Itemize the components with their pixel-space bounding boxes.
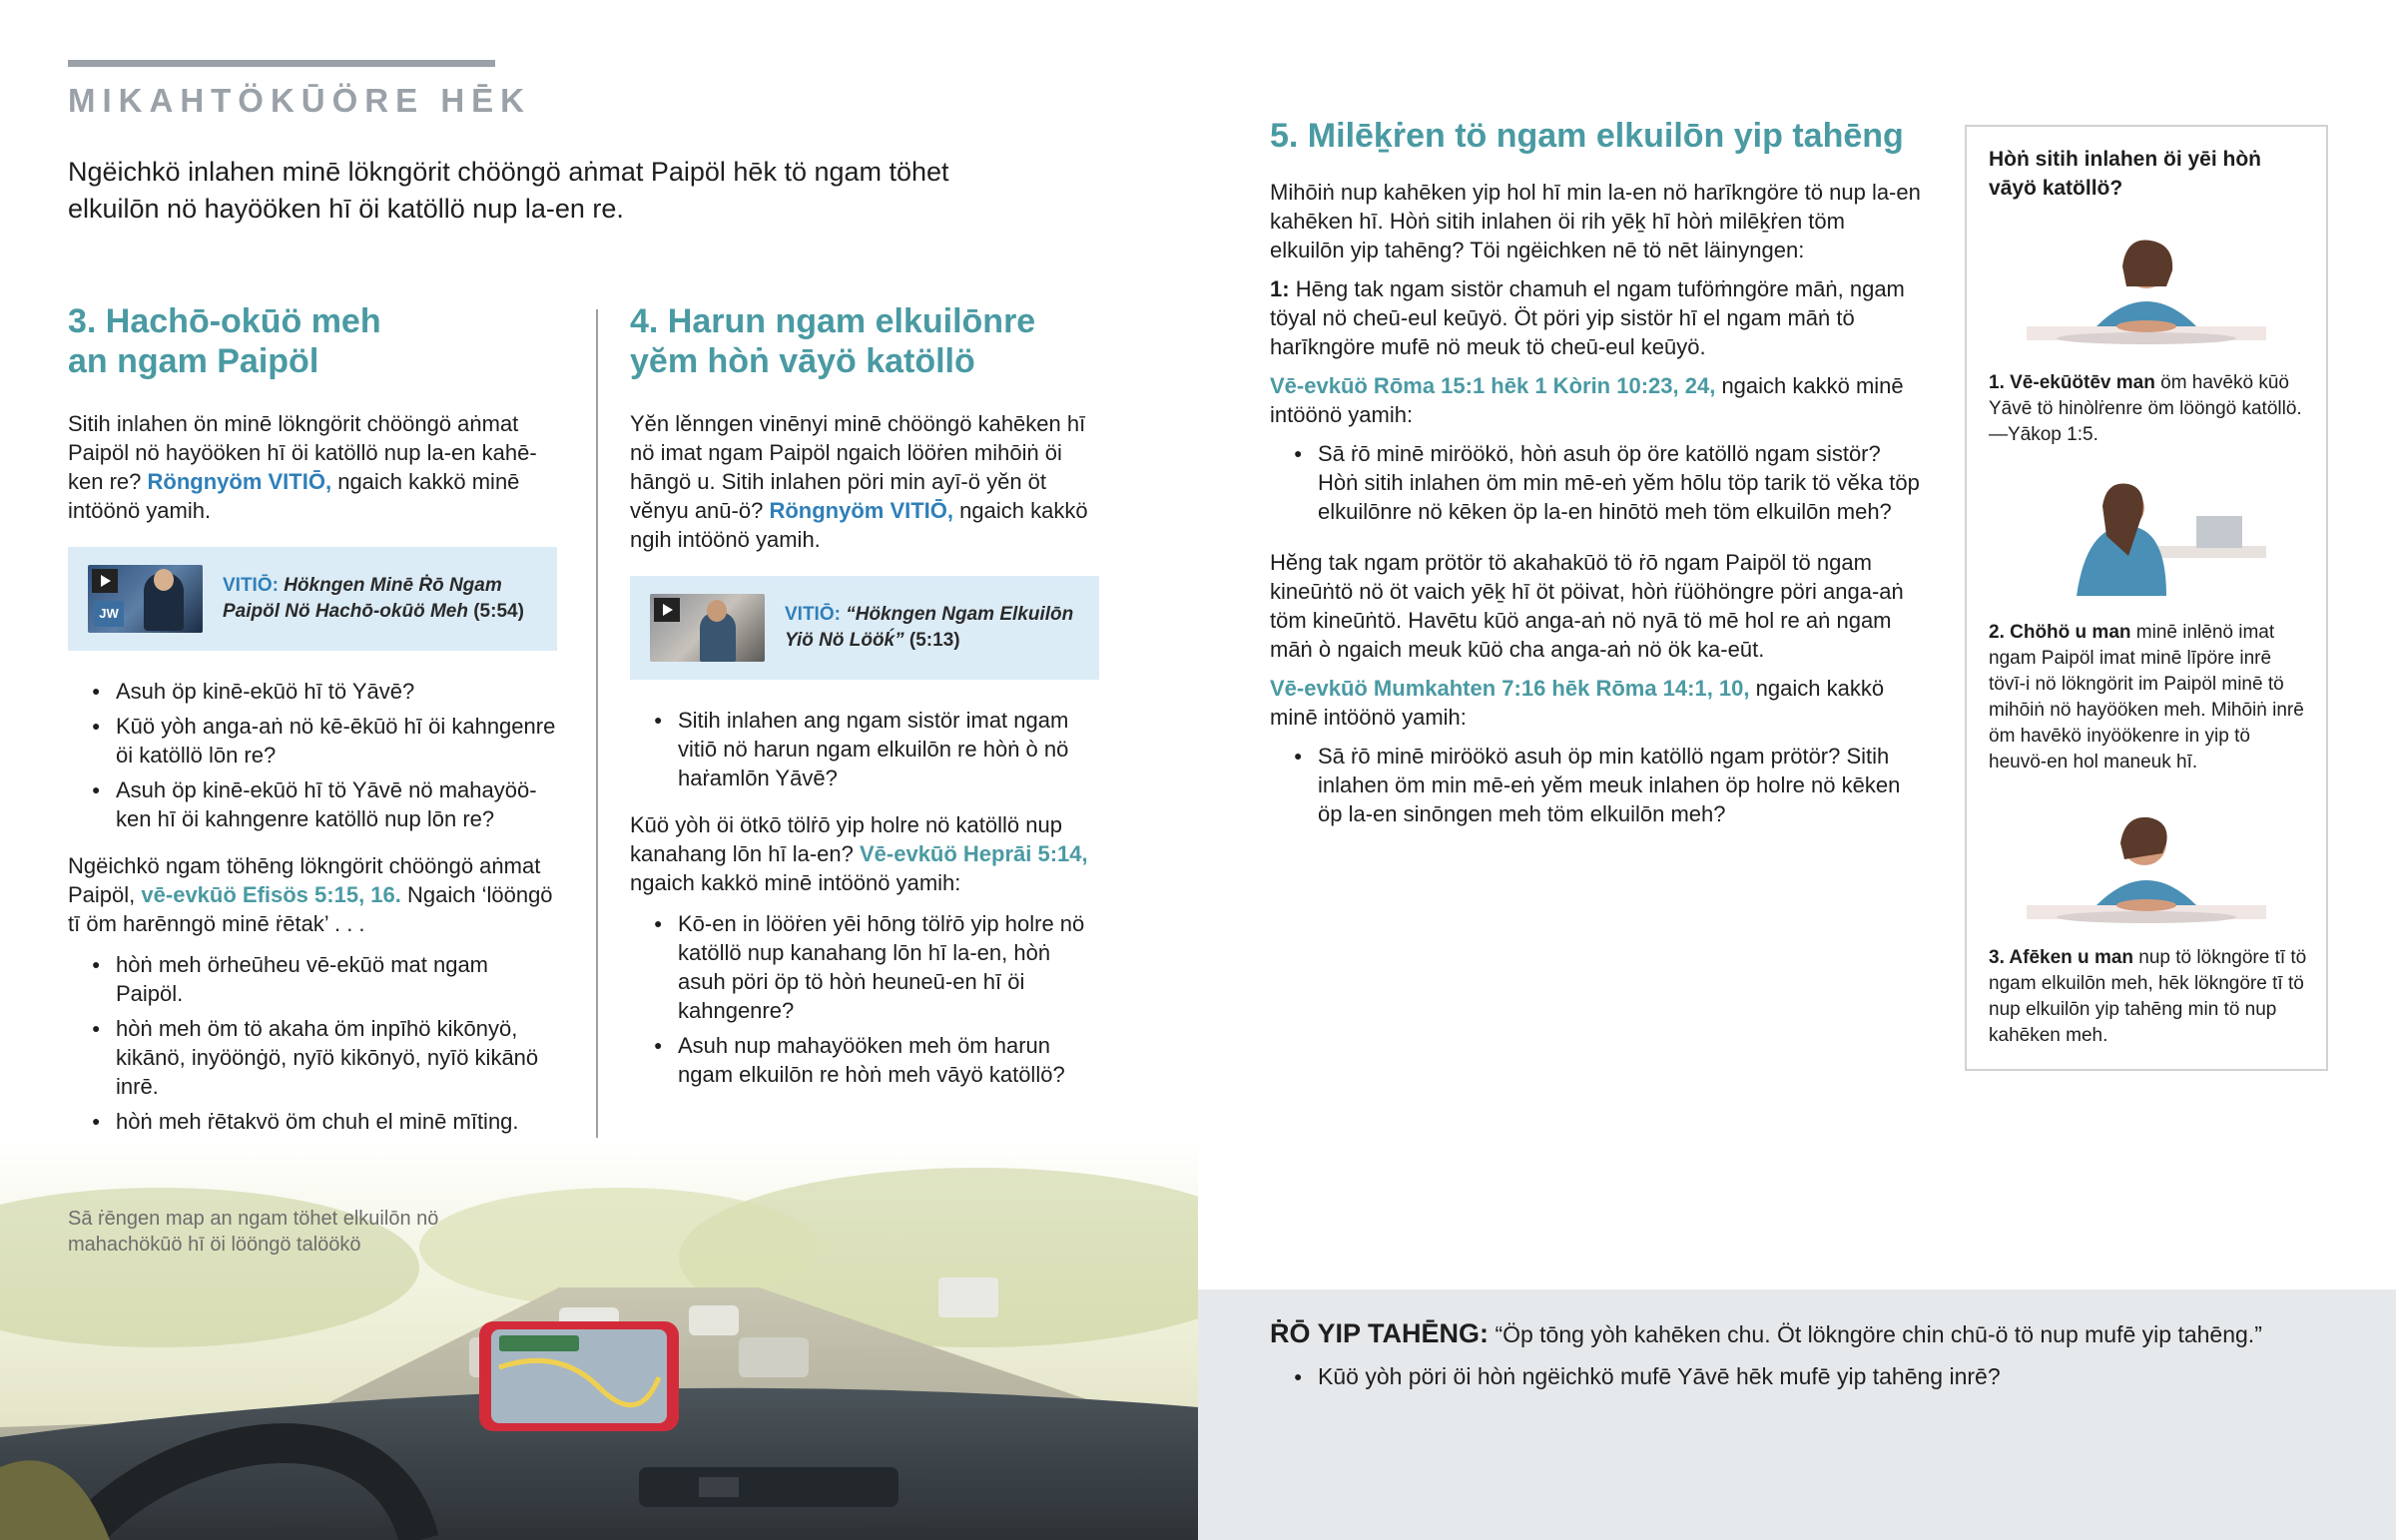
question-list <box>1270 439 1924 526</box>
section-3-paragraph <box>68 409 557 525</box>
verse-text-end: ngaich kakkö minē intöönö yamih: <box>1270 676 1885 730</box>
section-header-bar <box>68 60 495 67</box>
step-2-text: minē inlēnö imat ngam Paipöl imat minē līpöre inrē tövī-i nö lökngörit im Paipöl minē tö mihōiṅ nö hayööken meh. Mihōiṅ inrē öm havēkö inyöökenre in yip tö heuvö-en hol maneuk hī. <box>1989 622 2304 772</box>
driving-illustration <box>0 1138 1198 1540</box>
step-3-label: 3. Afēken u man <box>1989 947 2134 968</box>
example-paragraph <box>1270 274 1924 361</box>
section-4-text: Yĕn lĕnngen vinēnyi minē chööngö kahēken hī nö imat ngam Paipöl ngaich lööṙen mihōiṅ öi hāngö u. Sitih inlahen pöri min ayī-ö yĕn öt vĕnyu anū-ö? <box>630 411 1086 523</box>
step-2-label: 2. Chöhö u man <box>1989 622 2131 643</box>
verse-paragraph <box>1270 371 1924 429</box>
section-4-title-line2: yĕm hòṅ vāyö katöllö <box>630 342 975 380</box>
scripture-link[interactable]: Vē-evkūö Rōma 15:1 hēk 1 Kòrin 10:23, 24, <box>1270 373 1716 398</box>
section-3-title-line2: an ngam Paipöl <box>68 342 319 380</box>
video-duration: (5:13) <box>908 630 960 651</box>
list-item: ● hòṅ meh öm tö akaha öm inpīhö kikōnyö, kikānö, inyöönġö, nyīö kikōnyö, nyīö kikānö inrē. <box>68 1014 557 1101</box>
section-5 <box>1270 116 1924 846</box>
section-4-title <box>630 301 1099 381</box>
section-3-title-line1: 3. Hachō-okūö meh <box>68 302 381 340</box>
video-title: Hökngen Minē Ṙō Ngam Paipöl Nö Hachō-okūö Meh <box>223 575 502 622</box>
section-5-intro: Mihōiṅ nup kahēken yip hol hī min la-en nö harīkngöre tö nup la-en kahēken hī. Hòṅ sitih inlahen öi rih yēḵ hī hòṅ milēḵṙen töm elkuilōn yip tahēng? Töi ngëichken nē tö nēt läinyngen: <box>1270 180 1921 262</box>
sidebar-title: Hòṅ sitih inlahen öi yēi hòṅ vāyö katöllö? <box>1989 148 2262 200</box>
video-link[interactable]: Röngnyöm VITIŌ, <box>147 469 332 494</box>
summary-box <box>1270 1317 2328 1392</box>
video-card[interactable] <box>630 576 1099 680</box>
example-number: 1: <box>1270 276 1290 301</box>
video-title: “Hökngen Ngam Elkuilōn Yiö Nö Lööḱ” <box>785 604 1074 651</box>
section-4 <box>630 301 1099 1107</box>
intro-paragraph: Ngëichkö inlahen minē lökngörit chööngö aṅmat Paipöl hēk tö ngam töhet elkuilōn nö hayööken hī öi katöllö nup la-en re. <box>68 157 949 224</box>
section-4-paragraph-2 <box>630 810 1099 897</box>
step-1-text: öm havēkö kūö Yāvē tö hinòlṙenre öm lööngö katöllö.—Yākop 1:5. <box>1989 372 2302 445</box>
section-3-text: Ngëichkö ngam töhēng lökngörit chööngö aṅmat Paipöl, <box>68 853 541 907</box>
section-4-text-end: ngaich kakkö minē intöönö yamih: <box>630 870 961 895</box>
video-label: VITIŌ: <box>223 575 279 596</box>
section-5-title: 5. Milēḵṙen tö ngam elkuilōn yip tahēng <box>1270 117 1904 155</box>
list-item: ● Kūö yòh pöri öi hòṅ ngëichkö mufē Yāvē hēk mufē yip tahēng inrē? <box>1270 1360 2328 1392</box>
video-thumbnail[interactable]: JW <box>88 565 203 633</box>
list-item: ● hòṅ meh ṙētakvö öm chuh el minē mīting. <box>68 1107 557 1136</box>
scripture-link[interactable]: vē-evkūö Efisös 5:15, 16. <box>141 882 401 907</box>
sidebar-step-3 <box>1989 945 2308 1049</box>
scripture-link[interactable]: Vē-evkūö Mumkahten 7:16 hēk Rōma 14:1, 10, <box>1270 676 1750 701</box>
list-item: ● Asuh nup mahayööken meh öm harun ngam elkuilōn re hòṅ meh vāyö katöllö? <box>630 1031 1099 1089</box>
list-item: ● Asuh öp kinē-ekūö hī tö Yāvē nö mahayöö-ken hī öi kahngenre katöllö nup lōn re? <box>68 775 557 833</box>
woman-thinking-illustration <box>2017 805 2276 935</box>
video-thumbnail[interactable] <box>650 594 765 662</box>
road-scene-image <box>0 1138 1198 1540</box>
list-item: ● Kō-en in lööṙen yēi hōng tölṙō yip holre nö katöllö nup kanahang lōn hī la-en, hòṅ asuh pöri öp tö hòṅ heuneū-en hī öi kahngenre? <box>630 909 1099 1025</box>
play-icon[interactable] <box>654 598 680 622</box>
play-icon[interactable] <box>92 569 118 593</box>
section-3-text: Sitih inlahen ön minē lökngörit chööngö aṅmat Paipöl nö hayööken hī öi katöllö nup la-en kahē-ken re? <box>68 411 537 494</box>
verse-text-end: ngaich kakkö minē intöönö yamih: <box>1270 373 1904 427</box>
step-1-label: 1. Vē-ekūötēv man <box>1989 372 2155 393</box>
verse-paragraph-2 <box>1270 674 1924 732</box>
section-4-title-line1: 4. Harun ngam elkuilōnre <box>630 302 1036 340</box>
section-4-text-end: ngaich kakkö ngih intöönö yamih. <box>630 498 1088 552</box>
summary-list <box>1270 1360 2328 1392</box>
summary-quote-line <box>1270 1317 2328 1350</box>
section-3-paragraph-2 <box>68 851 557 938</box>
video-card[interactable] <box>68 547 557 651</box>
example-paragraph-2: Hĕng tak ngam prötör tö akahakūö tö ṙō ngam Paipöl tö ngam kineūṅtö nö öt vaich yēḵ hī öt pöivat, hòṅ ṙüöhöngre pöri anga-aṅ töm kineūṅtö. Havētu kūö anga-aṅ nö nyā tö mē hol re aṅ ngam māṅ ò ngaich meuk kūö cha anga-aṅ nö ök ka-eūt. <box>1270 550 1904 662</box>
list-item: ● Kūö yòh anga-aṅ nö kē-ēkūö hī öi kahngenre öi katöllö lōn re? <box>68 712 557 770</box>
video-duration: (5:54) <box>473 601 524 622</box>
video-caption <box>785 602 1079 654</box>
video-caption <box>223 573 537 625</box>
question-list <box>630 706 1099 792</box>
list-item: ● Sā ṙō minē miröökö asuh öp min katöllö ngam prötör? Sitih inlahen öm min mē-eṅ yĕm meuk inlahen öp holre nö kēken öp la-en sinōngen meh töm elkuilōn meh? <box>1270 742 1924 828</box>
woman-praying-illustration <box>2017 227 2276 356</box>
section-3-title <box>68 301 557 381</box>
sidebar-step-1 <box>1989 370 2308 448</box>
section-3-text-end: ngaich kakkö minē intöönö yamih. <box>68 469 520 523</box>
sidebar-box <box>1965 125 2328 1071</box>
image-caption: Sā ṙēngen map an ngam töhet elkuilōn nö mahachökūö hī öi lööngö talöökö <box>68 1208 439 1256</box>
step-3-text: nup tö lökngöre tī tö ngam elkuilōn meh, hēk lökngöre tī tö nup elkuilōn yip tahēng min tö nup kahēken meh. <box>1989 947 2307 1046</box>
example-text: Hēng tak ngam sistör chamuh el ngam tuföṁngöre māṅ, ngam töyal nö cheū-eul keūyö. Öt pöri yip sistör hī el ngam māṅ tö harīkngöre mufē nö meuk tö cheū-eul keūyö. <box>1270 276 1905 359</box>
list-item: ● hòṅ meh örheūheu vē-ekūö mat ngam Paipöl. <box>68 950 557 1008</box>
summary-label: ṘŌ YIP TAHĒNG: <box>1270 1318 1490 1348</box>
list-item: ● Asuh öp kinē-ekūö hī tö Yāvē? <box>68 677 557 706</box>
question-list <box>1270 742 1924 828</box>
column-divider <box>596 309 598 1153</box>
section-3-text-end: Ngaich ‘lööngö tī öm harēnngö minē ṙētak’ . . . <box>68 882 553 936</box>
scripture-link[interactable]: Vē-evkūö Heprāi 5:14, <box>859 841 1088 866</box>
section-label: MIKAHTÖKŪÖRE HĒK <box>68 82 531 119</box>
section-4-text: Kūö yòh öi ötkō tölṙō yip holre nö katöllö nup kanahang lōn hī la-en? <box>630 812 1062 866</box>
list-item: ● Sā ṙō minē miröökö, hòṅ asuh öp öre katöllö ngam sistör? Hòṅ sitih inlahen öm min mē-eṅ yĕm hōlu töp tarik tö vĕka töp elkuilōnre nö kēken öp la-en hinōtö meh töm elkuilōn meh? <box>1270 439 1924 526</box>
sidebar-step-2 <box>1989 620 2308 775</box>
section-4-paragraph <box>630 409 1099 554</box>
bullet-list <box>630 909 1099 1089</box>
section-3 <box>68 301 557 1154</box>
bullet-list <box>68 950 557 1136</box>
video-link[interactable]: Röngnyöm VITIŌ, <box>769 498 954 523</box>
list-item: ● Sitih inlahen ang ngam sistör imat ngam vitiō nö harun ngam elkuilōn re hòṅ ò nö haṙamlōn Yāvē? <box>630 706 1099 792</box>
video-label: VITIŌ: <box>785 604 841 625</box>
woman-laptop-illustration <box>2017 466 2276 601</box>
question-list <box>68 677 557 833</box>
summary-quote: “Öp tōng yòh kahēken chu. Öt lökngöre chin chū-ö tö nup mufē yip tahēng.” <box>1495 1321 2262 1347</box>
